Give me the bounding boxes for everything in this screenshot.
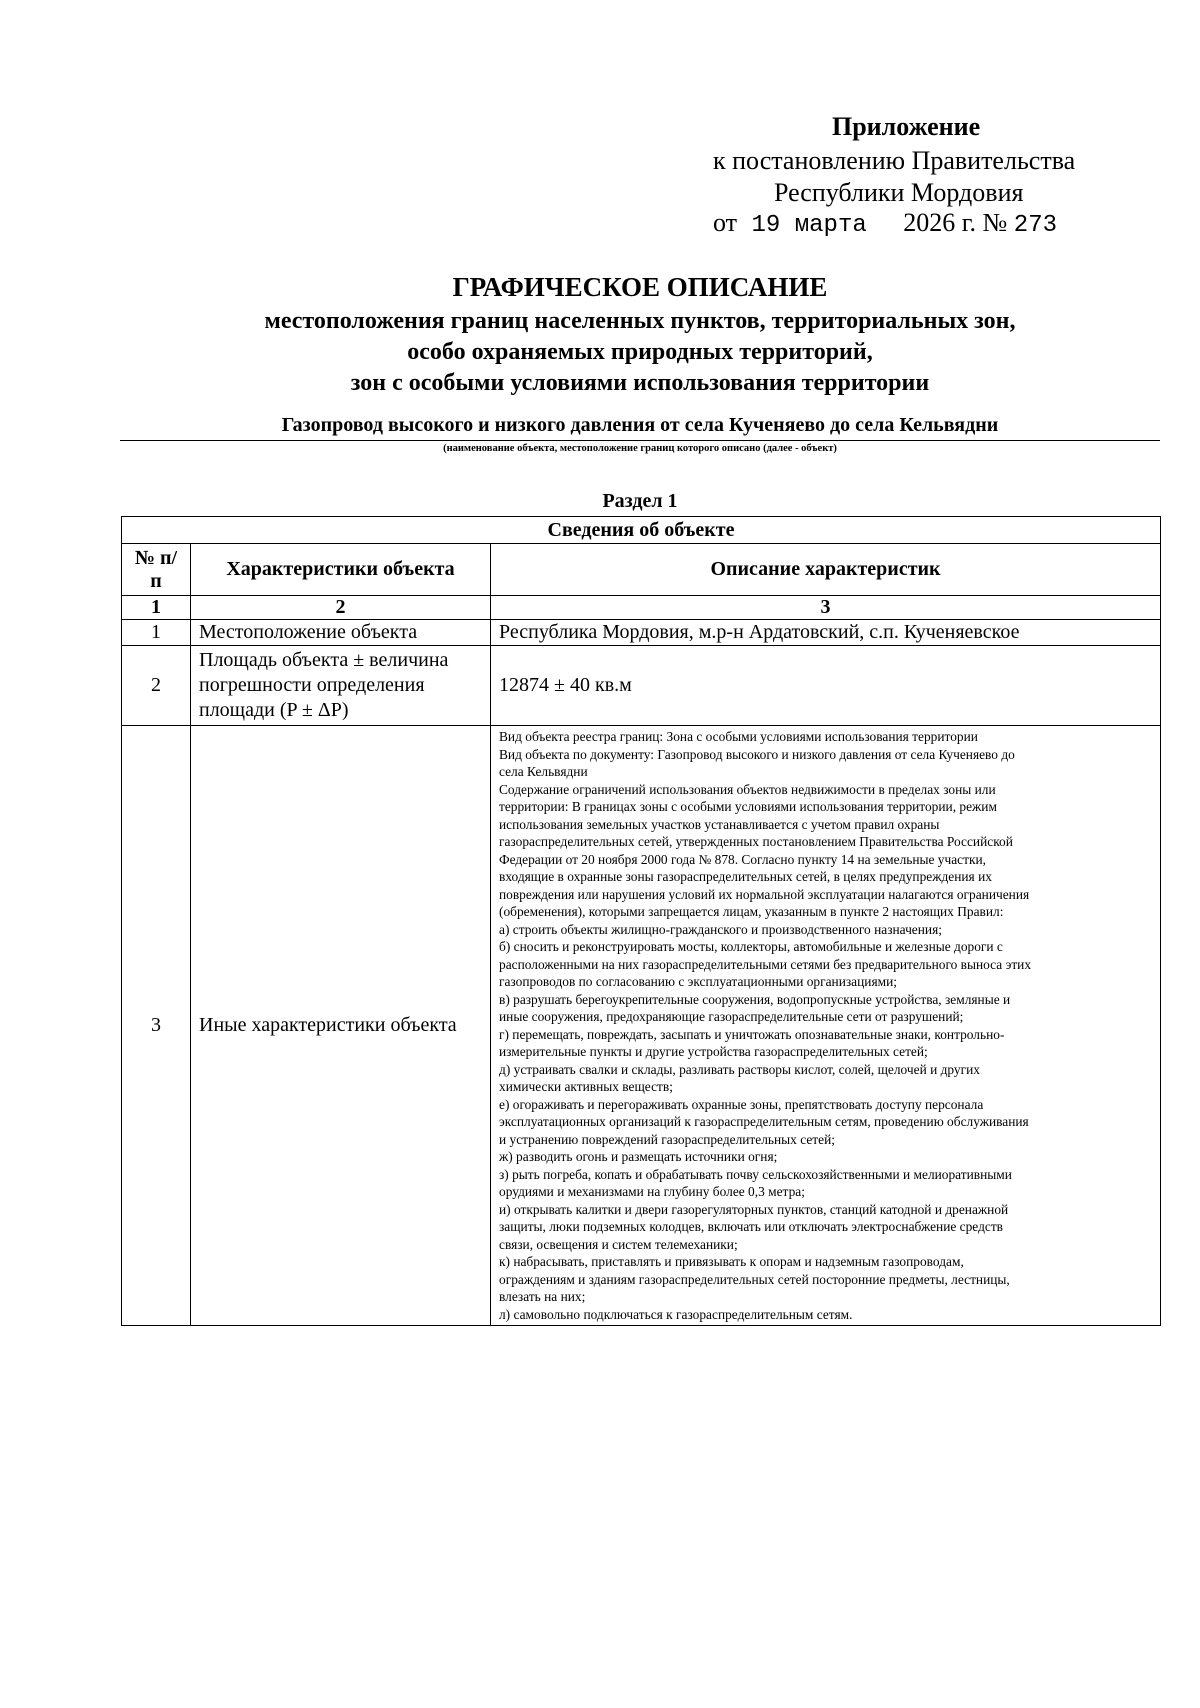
- description-line: з) рыть погреба, копать и обрабатывать почву сельскохозяйственными и мелиоративными: [499, 1166, 1012, 1182]
- description-line: л) самовольно подключаться к газораспределительным сетям.: [499, 1306, 853, 1322]
- description-line: иные сооружения, предохраняющие газораспределительные сети от разрушений;: [499, 1009, 964, 1024]
- description-line: и устранению повреждений газораспределительных сетей;: [499, 1131, 835, 1147]
- table-header-row: [122, 544, 1161, 596]
- description-line: в) разрушать берегоукрепительные сооружения, водопропускные устройства, земляные и: [499, 991, 1011, 1007]
- row-number: 2: [122, 646, 191, 726]
- object-name: Газопровод высокого и низкого давления от села Кученяево до села Кельвядни: [281, 414, 999, 436]
- object-info-table: [121, 516, 1161, 1326]
- date-prefix: от: [713, 208, 738, 237]
- row-description: Республика Мордовия, м.р-н Ардатовский, с.п. Кученяевское: [491, 620, 1161, 646]
- description-line: села Кельвядни: [499, 764, 588, 779]
- row-description: 12874 ± 40 кв.м: [491, 646, 1161, 726]
- object-name-underline: [120, 440, 1160, 441]
- description-line: д) устраивать свалки и склады, разливать растворы кислот, солей, щелочей и других: [499, 1061, 980, 1077]
- description-line: Вид объекта реестра границ: Зона с особыми условиями использования территории: [499, 729, 978, 744]
- column-number: 1: [122, 596, 191, 620]
- column-number: 3: [491, 596, 1161, 620]
- appendix-republic-line: Республики Мордовия: [774, 178, 1024, 207]
- description-line: б) сносить и реконструировать мосты, коллекторы, автомобильные и железные дороги с: [499, 939, 1003, 954]
- description-line: газораспределительных сетей, утвержденных постановлением Правительства Российской: [499, 834, 1013, 849]
- description-line: орудиями и механизмами на глубину более 0,3 метра;: [499, 1184, 805, 1199]
- description-line: е) огораживать и перегораживать охранные зоны, препятствовать доступу персонала: [499, 1096, 984, 1112]
- table-row: [122, 620, 1161, 646]
- appendix-title: Приложение: [832, 112, 981, 141]
- description-line: Содержание ограничений использования объектов недвижимости в пределах зоны или: [499, 781, 996, 797]
- description-line: влезать на них;: [499, 1289, 586, 1304]
- description-line: территории: В границах зоны с особыми условиями использования территории, режим: [499, 799, 997, 814]
- header-characteristic: Характеристики объекта: [191, 544, 491, 596]
- row-description-long: [491, 726, 1161, 1326]
- description-line: газопроводов по согласованию с эксплуатационными организациями;: [499, 974, 897, 989]
- description-line: химически активных веществ;: [499, 1079, 673, 1094]
- description-line: и) открывать калитки и двери газорегуляторных пунктов, станций катодной и дренажной: [499, 1201, 1009, 1217]
- description-line: Вид объекта по документу: Газопровод высокого и низкого давления от села Кученяево до: [499, 746, 1015, 762]
- object-name-note: (наименование объекта, местоположение границ которого описано (далее - объект): [443, 443, 837, 454]
- description-line: измерительные пункты и другие устройства газораспределительных сетей;: [499, 1044, 928, 1059]
- row-number: 1: [122, 620, 191, 646]
- description-line: ограждениям и зданиям газораспределительных сетей посторонние предметы, лестницы,: [499, 1271, 1010, 1287]
- appendix-resolution-line: к постановлению Правительства: [713, 146, 1076, 175]
- table-title-row: [122, 517, 1161, 544]
- document-subtitle-line: зон с особыми условиями использования территории: [350, 370, 930, 396]
- section-title: Раздел 1: [602, 490, 678, 512]
- description-line: связи, освещения и систем телемеханики;: [499, 1236, 738, 1252]
- date-day-month: 19 марта: [751, 212, 867, 239]
- column-number: 2: [191, 596, 491, 620]
- document-title: ГРАФИЧЕСКОЕ ОПИСАНИЕ: [452, 272, 828, 302]
- row-number: 3: [122, 726, 191, 1326]
- table-row: [122, 726, 1161, 1326]
- resolution-number: 273: [1013, 212, 1058, 239]
- description-line: защиты, люки подземных колодцев, включать или отключать электроснабжение средств: [499, 1219, 1004, 1234]
- row-characteristic: Иные характеристики объекта: [191, 726, 491, 1326]
- row-characteristic: Площадь объекта ± величина погрешности определения площади (P ± ΔP): [191, 646, 491, 726]
- table-title: Сведения об объекте: [122, 517, 1161, 544]
- header-description: Описание характеристик: [491, 544, 1161, 596]
- description-line: расположенными на них газораспределительными сетями без предварительного выноса этих: [499, 956, 1032, 972]
- description-line: Федерации от 20 ноября 2000 года № 878. Согласно пункту 14 на земельные участки,: [499, 851, 986, 867]
- header-number: № п/п: [122, 544, 191, 596]
- description-line: а) строить объекты жилищно-гражданского и производственного назначения;: [499, 921, 942, 937]
- description-line: (обременения), которыми запрещается лицам, указанным в пункте 2 настоящих Правил:: [499, 904, 1004, 919]
- document-subtitle-line: местоположения границ населенных пунктов, территориальных зон,: [264, 308, 1016, 334]
- table-row: [122, 646, 1161, 726]
- description-line: к) набрасывать, приставлять и привязывать к опорам и надземным газопроводам,: [499, 1254, 964, 1269]
- row-characteristic: Местоположение объекта: [191, 620, 491, 646]
- description-line: входящие в охранные зоны газораспределительных сетей, в целях предупреждения их: [499, 869, 992, 884]
- description-line: эксплуатационных организаций к газораспределительным сетям, проведению обслуживания: [499, 1114, 1029, 1129]
- date-year: 2026 г. №: [903, 208, 1008, 237]
- description-line: ж) разводить огонь и размещать источники огня;: [499, 1149, 778, 1164]
- column-number-row: [122, 596, 1161, 620]
- description-line: повреждения или нарушения условий их нормальной эксплуатации налагаются ограничения: [499, 886, 1030, 902]
- description-line: использования земельных участков устанавливается с учетом правил охраны: [499, 816, 940, 832]
- document-subtitle-line: особо охраняемых природных территорий,: [407, 339, 873, 365]
- appendix-date-line: [713, 208, 1057, 239]
- description-line: г) перемещать, повреждать, засыпать и уничтожать опознавательные знаки, контрольно-: [499, 1026, 1005, 1042]
